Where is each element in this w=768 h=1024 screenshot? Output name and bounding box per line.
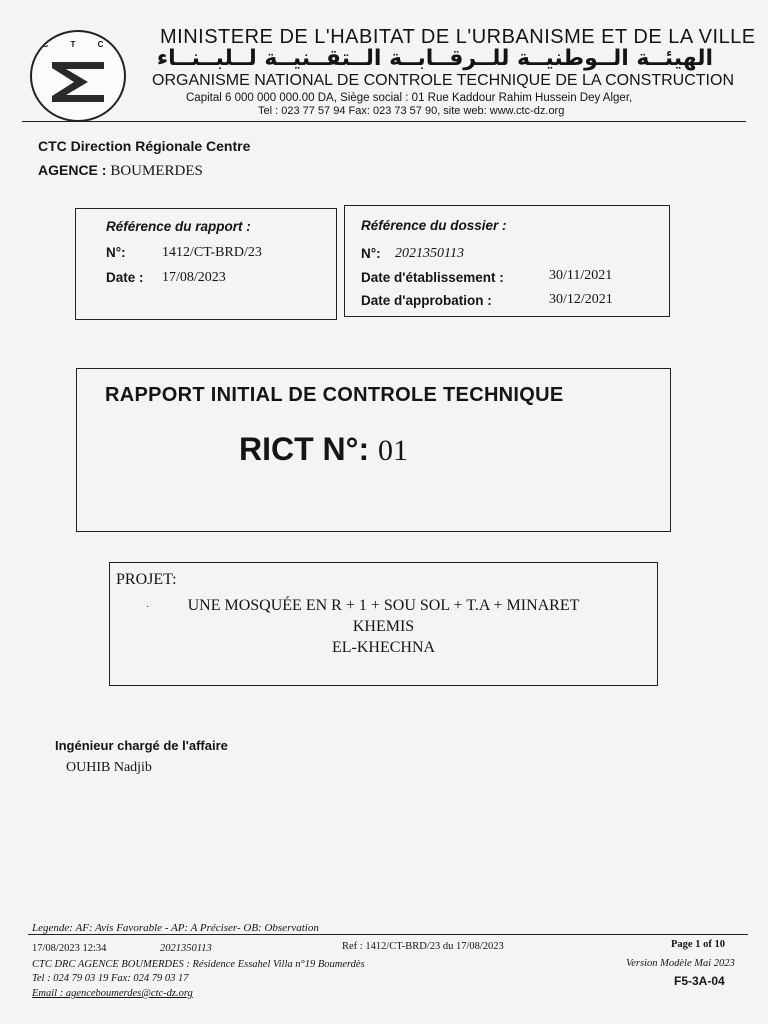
rict-heading bbox=[239, 431, 408, 468]
report-date-label: Date : bbox=[106, 270, 144, 285]
capital-line: Capital 6 000 000 000.00 DA, Siège social : 01 Rue Kaddour Rahim Hussein Dey Alger, bbox=[186, 92, 633, 104]
file-reference-heading: Référence du dossier : bbox=[361, 218, 507, 233]
footer-ref: Ref : 1412/CT-BRD/23 du 17/08/2023 bbox=[342, 941, 504, 952]
project-description: UNE MOSQUÉE EN R + 1 + SOU SOL + T.A + MINARET bbox=[187, 597, 580, 614]
rict-label: RICT N°: bbox=[239, 431, 378, 467]
file-number-value: 2021350113 bbox=[395, 246, 464, 261]
project-box bbox=[109, 562, 658, 686]
project-bullet: · bbox=[146, 601, 150, 612]
agence-value: BOUMERDES bbox=[110, 163, 203, 179]
approval-value: 30/12/2021 bbox=[549, 292, 613, 307]
established-label: Date d'établissement : bbox=[361, 270, 504, 285]
project-label: PROJET: bbox=[116, 571, 177, 588]
report-title: RAPPORT INITIAL DE CONTROLE TECHNIQUE bbox=[105, 384, 564, 406]
project-locality: EL-KHECHNA bbox=[331, 639, 436, 656]
footer-version: Version Modèle Mai 2023 bbox=[626, 958, 735, 969]
ctc-logo bbox=[30, 30, 126, 122]
ministry-title: MINISTERE DE L'HABITAT DE L'URBANISME ET DE LA VILLE bbox=[160, 26, 756, 48]
project-city: KHEMIS bbox=[352, 618, 415, 635]
agence-line bbox=[38, 162, 203, 180]
file-reference-box bbox=[344, 205, 670, 317]
report-number-label: N°: bbox=[106, 245, 126, 260]
rict-number: 01 bbox=[378, 434, 408, 467]
logo-letters: C T C bbox=[42, 40, 114, 49]
report-date-value: 17/08/2023 bbox=[162, 270, 226, 285]
organisation-name: ORGANISME NATIONAL DE CONTROLE TECHNIQUE DE LA CONSTRUCTION bbox=[152, 72, 734, 89]
approval-label: Date d'approbation : bbox=[361, 293, 492, 308]
footer-phone: Tel : 024 79 03 19 Fax: 024 79 03 17 bbox=[32, 973, 189, 984]
report-reference-box bbox=[75, 208, 337, 320]
footer-file-number: 2021350113 bbox=[160, 943, 212, 954]
report-number-value: 1412/CT-BRD/23 bbox=[162, 245, 262, 260]
agence-label: AGENCE : bbox=[38, 162, 111, 178]
contact-line: Tel : 023 77 57 94 Fax: 023 73 57 90, site web: www.ctc-dz.org bbox=[258, 105, 565, 117]
direction-label: CTC Direction Régionale Centre bbox=[38, 138, 251, 154]
engineer-name: OUHIB Nadjib bbox=[66, 760, 152, 775]
footer-legend: Legende: AF: Avis Favorable - AP: A Préciser- OB: Observation bbox=[32, 922, 319, 934]
established-value: 30/11/2021 bbox=[549, 268, 613, 283]
footer-datetime: 17/08/2023 12:34 bbox=[32, 943, 107, 954]
footer-address: CTC DRC AGENCE BOUMERDES : Résidence Essahel Villa n°19 Boumerdès bbox=[32, 959, 365, 970]
footer-email[interactable]: Email : agenceboumerdes@ctc-dz.org bbox=[32, 988, 193, 999]
footer-page: Page 1 of 10 bbox=[671, 939, 725, 950]
arabic-title: الهيئــة الــوطنيــة للــرقــابــة الــتقــنيــة لــلبــنــاء bbox=[156, 46, 714, 71]
footer-divider bbox=[28, 934, 748, 935]
engineer-label: Ingénieur chargé de l'affaire bbox=[55, 738, 228, 753]
file-number-label: N°: bbox=[361, 246, 381, 261]
header-divider bbox=[22, 121, 746, 122]
report-reference-heading: Référence du rapport : bbox=[106, 219, 251, 234]
report-title-box bbox=[76, 368, 671, 532]
footer-form-code: F5-3A-04 bbox=[674, 974, 725, 988]
logo-emblem-icon bbox=[32, 32, 124, 120]
